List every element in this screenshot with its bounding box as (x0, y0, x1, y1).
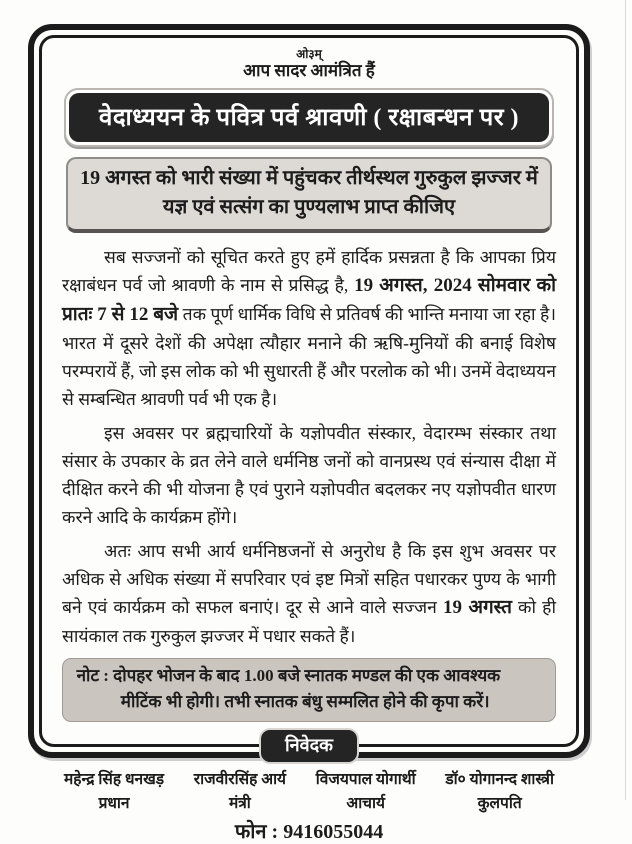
signatory-2-role: मंत्री (228, 794, 251, 812)
signatory-1 (64, 768, 164, 815)
badge-row (62, 730, 556, 762)
title-banner-frame (64, 88, 554, 147)
signatory-1-name: महेन्द्र सिंह धनखड़ (64, 771, 165, 789)
signatory-3 (316, 768, 416, 815)
paragraph-3 (62, 537, 556, 650)
paragraph-3-text-after: को ही सायंकाल तक गुरुकुल झज्जर में पधार सकते हैं। (62, 596, 556, 646)
invite-line: आप सादर आमंत्रित हैं (243, 61, 375, 81)
paragraph-2: इस अवसर पर ब्रह्मचारियों के यज्ञोपवीत संस्कार, वेदारम्भ संस्कार तथा संसार के उपकार के व्रत लेने वाले धर्मनिष्ठ जनों को वानप्रस्थ एवं संन्यास दीक्षा में दीक्षित करने की भी योजना है एवं पुराने यज्ञोपवीत बदलकर नए यज्ञोपवीत धारण करने आदि के कार्यक्रम होंगे। (62, 422, 556, 527)
requester-badge: निवेदक (261, 730, 357, 762)
paragraph-3-text-before: अतः आप सभी आर्य धर्मनिष्ठजनों से अनुरोध है कि इस शुभ अवसर पर अधिक से अधिक संख्या में सपरिवार एवं इष्ट मित्रों सहित पधारकर पुण्य के भागी बने एवं कार्यक्रम को सफल बनाएं। दूर से आने वाले सज्जन (62, 540, 556, 617)
signatory-3-name: विजयपाल योगार्थी (315, 771, 416, 789)
paragraph-1-text-after: तक पूर्ण धार्मिक विधि से प्रतिवर्ष की भान्ति मनाया जा रहा है। भारत में दूसरे देशों की अपेक्षा त्यौहार मनाने की ऋषि-मुनियों की बनाई विशेष परम्परायें हैं, जो इस लोक को भी सुधारती हैं और परलोक को भी। उनमें वेदाध्ययन से सम्बन्धित श्रावणी पर्व भी एक है। (62, 303, 556, 409)
phone-line (62, 817, 556, 844)
phone-number: 9416055044 (283, 820, 384, 843)
paragraph-1-bold-date: 19 अगस्त, 2024 सोमवार को प्रातः 7 से 12 बजे (62, 274, 556, 325)
signatory-4-role: कुलपति (477, 794, 522, 812)
title-banner: वेदाध्ययन के पवित्र पर्व श्रावणी ( रक्षाबन्धन पर ) (69, 93, 549, 142)
phone-label: फोन : (234, 820, 279, 843)
paragraph-1-text-before: सब सज्जनों को सूचित करते हुए हमें हार्दिक प्रसन्नता है कि आपका प्रिय रक्षाबंधन पर्व जो श्रावणी के नाम से प्रसिद्ध है, (62, 246, 556, 295)
note-box: नोट : दोपहर भोजन के बाद 1.00 बजे स्नातक मण्डल की एक आवश्यक मीटिंक भी होगी। तभी स्नातक बंधु सम्मलित होने की कृपा करें। (62, 658, 556, 723)
om-symbol-text: ओ३म् (296, 47, 322, 61)
signatory-3-role: आचार्य (346, 794, 386, 812)
signatory-4-name: डॉ० योगानन्द शास्त्री (445, 771, 554, 789)
photo-edge-line (625, 0, 626, 800)
signatories-row (64, 768, 554, 815)
signatory-1-role: प्रधान (98, 794, 130, 812)
invitation-sheet (28, 24, 590, 843)
paragraph-1 (62, 243, 556, 413)
paragraph-3-bold-date: 19 अगस्त (442, 596, 512, 618)
invitation-inner-border (39, 35, 579, 843)
signatory-2 (194, 768, 286, 815)
signatory-4 (445, 768, 554, 815)
signatory-2-name: राजवीरसिंह आर्य (193, 771, 287, 789)
subtitle-box: 19 अगस्त को भारी संख्या में पहुंचकर तीर्थस्थल गुरुकुल झज्जर में यज्ञ एवं सत्संग का पुण्यलाभ प्राप्त कीजिए (66, 157, 552, 233)
